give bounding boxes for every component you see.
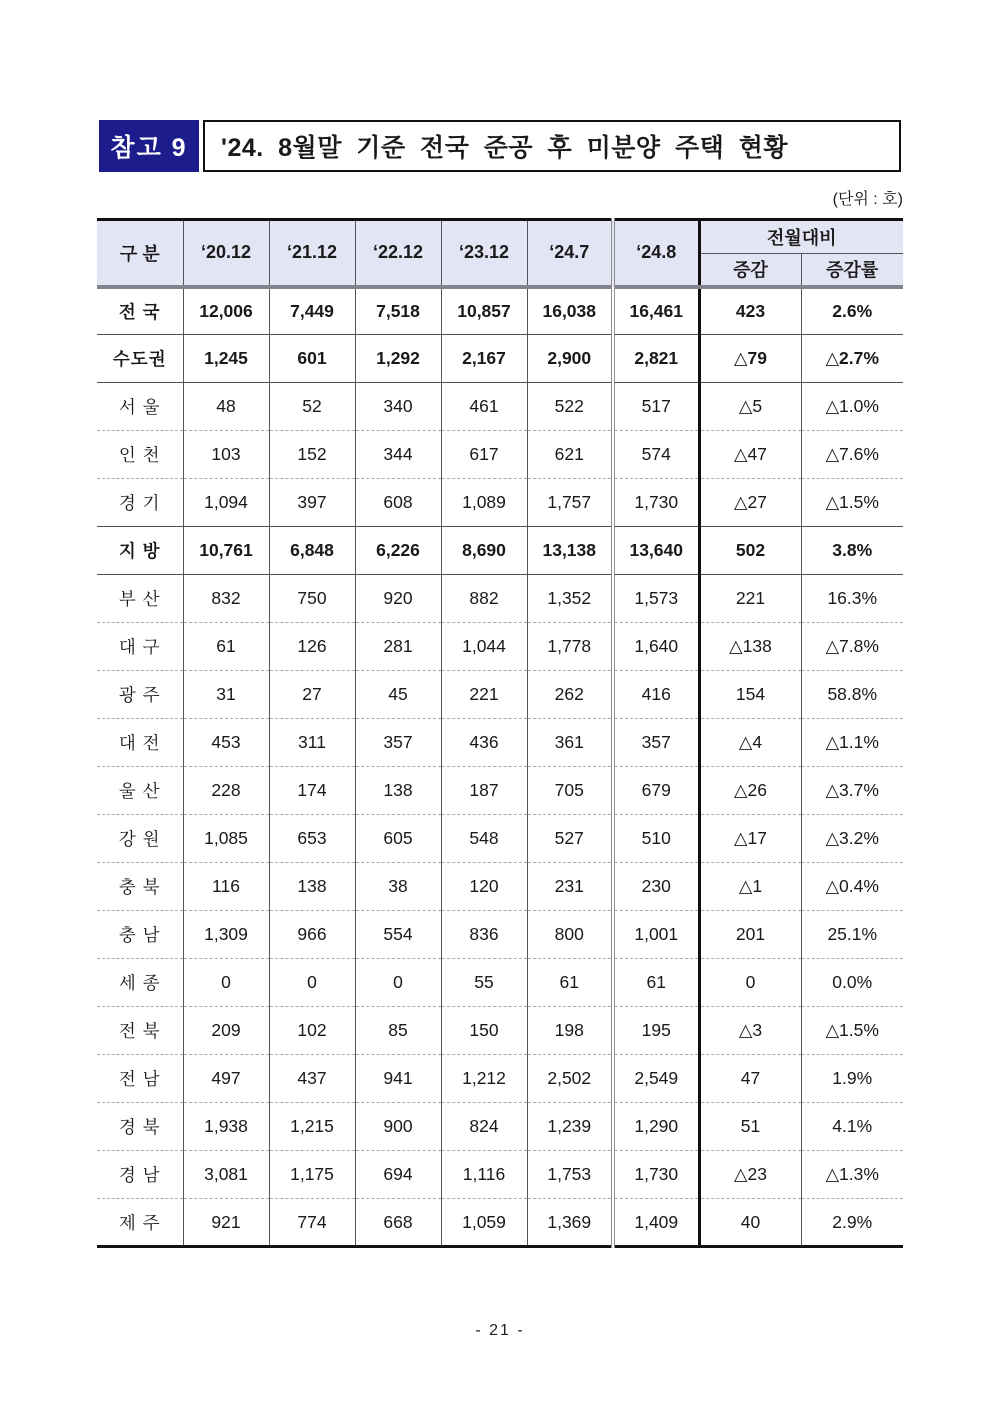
unit-note: (단위 : 호) xyxy=(832,191,903,208)
value-cell: 1,059 xyxy=(441,1199,527,1247)
table-row xyxy=(97,1055,903,1103)
change-rate-cell: 2.9% xyxy=(801,1199,903,1247)
value-cell: 102 xyxy=(269,1007,355,1055)
value-cell: 608 xyxy=(355,479,441,527)
value-cell: 921 xyxy=(183,1199,269,1247)
value-cell: 61 xyxy=(183,623,269,671)
value-cell: 174 xyxy=(269,767,355,815)
value-cell: 13,640 xyxy=(613,527,699,575)
change-rate-cell: 3.8% xyxy=(801,527,903,575)
region-label-cell: 부 산 xyxy=(97,575,183,623)
table-row xyxy=(97,719,903,767)
value-cell: 31 xyxy=(183,671,269,719)
value-cell: 16,461 xyxy=(613,287,699,335)
value-cell: 361 xyxy=(527,719,613,767)
value-cell: 1,085 xyxy=(183,815,269,863)
change-cell: 0 xyxy=(699,959,801,1007)
change-cell: △138 xyxy=(699,623,801,671)
value-cell: 7,518 xyxy=(355,287,441,335)
value-cell: 1,239 xyxy=(527,1103,613,1151)
value-cell: 1,778 xyxy=(527,623,613,671)
value-cell: 1,730 xyxy=(613,1151,699,1199)
value-cell: 187 xyxy=(441,767,527,815)
region-label-cell: 인 천 xyxy=(97,431,183,479)
change-cell: △27 xyxy=(699,479,801,527)
value-cell: 1,757 xyxy=(527,479,613,527)
change-cell: △5 xyxy=(699,383,801,431)
value-cell: 116 xyxy=(183,863,269,911)
value-cell: 340 xyxy=(355,383,441,431)
change-rate-cell: △7.6% xyxy=(801,431,903,479)
value-cell: 2,900 xyxy=(527,335,613,383)
col-header-2212: ‘22.12 xyxy=(355,220,441,287)
value-cell: 1,938 xyxy=(183,1103,269,1151)
value-cell: 694 xyxy=(355,1151,441,1199)
change-rate-cell: 4.1% xyxy=(801,1103,903,1151)
value-cell: 12,006 xyxy=(183,287,269,335)
value-cell: 882 xyxy=(441,575,527,623)
value-cell: 103 xyxy=(183,431,269,479)
value-cell: 1,245 xyxy=(183,335,269,383)
value-cell: 344 xyxy=(355,431,441,479)
page-number: - 21 - xyxy=(475,1322,525,1339)
value-cell: 16,038 xyxy=(527,287,613,335)
table-row xyxy=(97,1151,903,1199)
col-header-change: 증감 xyxy=(699,254,801,287)
value-cell: 126 xyxy=(269,623,355,671)
table-row xyxy=(97,431,903,479)
value-cell: 510 xyxy=(613,815,699,863)
value-cell: 138 xyxy=(269,863,355,911)
value-cell: 2,549 xyxy=(613,1055,699,1103)
region-label-cell: 서 울 xyxy=(97,383,183,431)
change-cell: 51 xyxy=(699,1103,801,1151)
change-rate-cell: △3.2% xyxy=(801,815,903,863)
change-rate-cell: △1.0% xyxy=(801,383,903,431)
value-cell: 437 xyxy=(269,1055,355,1103)
value-cell: 750 xyxy=(269,575,355,623)
table-row xyxy=(97,1007,903,1055)
value-cell: 357 xyxy=(355,719,441,767)
value-cell: 2,502 xyxy=(527,1055,613,1103)
value-cell: 1,175 xyxy=(269,1151,355,1199)
table-row xyxy=(97,959,903,1007)
value-cell: 1,044 xyxy=(441,623,527,671)
value-cell: 1,573 xyxy=(613,575,699,623)
value-cell: 617 xyxy=(441,431,527,479)
value-cell: 1,369 xyxy=(527,1199,613,1247)
value-cell: 900 xyxy=(355,1103,441,1151)
change-rate-cell: 0.0% xyxy=(801,959,903,1007)
value-cell: 0 xyxy=(269,959,355,1007)
table-row xyxy=(97,671,903,719)
value-cell: 1,290 xyxy=(613,1103,699,1151)
region-label-cell: 세 종 xyxy=(97,959,183,1007)
region-label-cell: 제 주 xyxy=(97,1199,183,1247)
value-cell: 55 xyxy=(441,959,527,1007)
value-cell: 621 xyxy=(527,431,613,479)
table-body xyxy=(97,287,903,1247)
change-cell: 40 xyxy=(699,1199,801,1247)
value-cell: 941 xyxy=(355,1055,441,1103)
value-cell: 800 xyxy=(527,911,613,959)
value-cell: 832 xyxy=(183,575,269,623)
change-rate-cell: △7.8% xyxy=(801,623,903,671)
table-row xyxy=(97,335,903,383)
value-cell: 85 xyxy=(355,1007,441,1055)
value-cell: 228 xyxy=(183,767,269,815)
value-cell: 436 xyxy=(441,719,527,767)
value-cell: 6,848 xyxy=(269,527,355,575)
col-header-2112: ‘21.12 xyxy=(269,220,355,287)
value-cell: 397 xyxy=(269,479,355,527)
change-cell: △17 xyxy=(699,815,801,863)
region-label-cell: 광 주 xyxy=(97,671,183,719)
table-row xyxy=(97,623,903,671)
value-cell: 1,212 xyxy=(441,1055,527,1103)
value-cell: 668 xyxy=(355,1199,441,1247)
col-header-2312: ‘23.12 xyxy=(441,220,527,287)
region-label-cell: 경 기 xyxy=(97,479,183,527)
col-header-247: ‘24.7 xyxy=(527,220,613,287)
region-label-cell: 울 산 xyxy=(97,767,183,815)
region-label-cell: 전 북 xyxy=(97,1007,183,1055)
change-cell: 221 xyxy=(699,575,801,623)
change-rate-cell: △1.1% xyxy=(801,719,903,767)
value-cell: 1,116 xyxy=(441,1151,527,1199)
value-cell: 231 xyxy=(527,863,613,911)
value-cell: 27 xyxy=(269,671,355,719)
value-cell: 497 xyxy=(183,1055,269,1103)
page-title: '24. 8월말 기준 전국 준공 후 미분양 주택 현황 xyxy=(203,120,901,172)
value-cell: 6,226 xyxy=(355,527,441,575)
value-cell: 774 xyxy=(269,1199,355,1247)
table-row xyxy=(97,479,903,527)
change-cell: 154 xyxy=(699,671,801,719)
value-cell: 605 xyxy=(355,815,441,863)
value-cell: 357 xyxy=(613,719,699,767)
region-label-cell: 강 원 xyxy=(97,815,183,863)
value-cell: 0 xyxy=(183,959,269,1007)
value-cell: 13,138 xyxy=(527,527,613,575)
value-cell: 1,753 xyxy=(527,1151,613,1199)
table-row xyxy=(97,527,903,575)
value-cell: 52 xyxy=(269,383,355,431)
region-label-cell: 충 남 xyxy=(97,911,183,959)
change-cell: △79 xyxy=(699,335,801,383)
value-cell: 679 xyxy=(613,767,699,815)
col-header-248: ‘24.8 xyxy=(613,220,699,287)
value-cell: 1,409 xyxy=(613,1199,699,1247)
value-cell: 3,081 xyxy=(183,1151,269,1199)
change-rate-cell: 25.1% xyxy=(801,911,903,959)
value-cell: 1,309 xyxy=(183,911,269,959)
change-rate-cell: 1.9% xyxy=(801,1055,903,1103)
value-cell: 1,352 xyxy=(527,575,613,623)
value-cell: 1,292 xyxy=(355,335,441,383)
table-row xyxy=(97,575,903,623)
table-row xyxy=(97,287,903,335)
value-cell: 281 xyxy=(355,623,441,671)
change-cell: 502 xyxy=(699,527,801,575)
change-cell: 423 xyxy=(699,287,801,335)
table-row xyxy=(97,383,903,431)
region-label-cell: 대 전 xyxy=(97,719,183,767)
value-cell: 150 xyxy=(441,1007,527,1055)
value-cell: 601 xyxy=(269,335,355,383)
change-cell: △1 xyxy=(699,863,801,911)
change-rate-cell: △0.4% xyxy=(801,863,903,911)
value-cell: 1,001 xyxy=(613,911,699,959)
table-row xyxy=(97,1103,903,1151)
value-cell: 120 xyxy=(441,863,527,911)
value-cell: 1,094 xyxy=(183,479,269,527)
region-label-cell: 경 남 xyxy=(97,1151,183,1199)
region-label-cell: 전 남 xyxy=(97,1055,183,1103)
region-label-cell: 지 방 xyxy=(97,527,183,575)
value-cell: 61 xyxy=(613,959,699,1007)
change-rate-cell: 16.3% xyxy=(801,575,903,623)
value-cell: 209 xyxy=(183,1007,269,1055)
unsold-housing-table xyxy=(97,218,903,1248)
value-cell: 138 xyxy=(355,767,441,815)
value-cell: 1,730 xyxy=(613,479,699,527)
value-cell: 38 xyxy=(355,863,441,911)
table-row xyxy=(97,767,903,815)
change-rate-cell: 58.8% xyxy=(801,671,903,719)
page-header xyxy=(99,120,901,172)
value-cell: 453 xyxy=(183,719,269,767)
table-row xyxy=(97,1199,903,1247)
header-row-1 xyxy=(97,220,903,254)
value-cell: 548 xyxy=(441,815,527,863)
change-cell: △4 xyxy=(699,719,801,767)
value-cell: 198 xyxy=(527,1007,613,1055)
change-rate-cell: △2.7% xyxy=(801,335,903,383)
value-cell: 554 xyxy=(355,911,441,959)
col-header-region: 구 분 xyxy=(97,220,183,287)
reference-badge: 참고 9 xyxy=(99,120,199,172)
value-cell: 2,167 xyxy=(441,335,527,383)
change-cell: △23 xyxy=(699,1151,801,1199)
value-cell: 966 xyxy=(269,911,355,959)
value-cell: 574 xyxy=(613,431,699,479)
value-cell: 7,449 xyxy=(269,287,355,335)
table-row xyxy=(97,863,903,911)
value-cell: 517 xyxy=(613,383,699,431)
table-row xyxy=(97,911,903,959)
change-cell: △47 xyxy=(699,431,801,479)
value-cell: 1,089 xyxy=(441,479,527,527)
value-cell: 920 xyxy=(355,575,441,623)
table-row xyxy=(97,815,903,863)
region-label-cell: 경 북 xyxy=(97,1103,183,1151)
region-label-cell: 수도권 xyxy=(97,335,183,383)
change-cell: 47 xyxy=(699,1055,801,1103)
value-cell: 152 xyxy=(269,431,355,479)
change-rate-cell: △1.3% xyxy=(801,1151,903,1199)
region-label-cell: 대 구 xyxy=(97,623,183,671)
value-cell: 48 xyxy=(183,383,269,431)
col-header-change-rate: 증감률 xyxy=(801,254,903,287)
value-cell: 10,761 xyxy=(183,527,269,575)
table-header xyxy=(97,220,903,287)
value-cell: 2,821 xyxy=(613,335,699,383)
change-rate-cell: △3.7% xyxy=(801,767,903,815)
col-header-2012: ‘20.12 xyxy=(183,220,269,287)
value-cell: 221 xyxy=(441,671,527,719)
region-label-cell: 충 북 xyxy=(97,863,183,911)
value-cell: 461 xyxy=(441,383,527,431)
value-cell: 1,215 xyxy=(269,1103,355,1151)
change-cell: △26 xyxy=(699,767,801,815)
change-rate-cell: 2.6% xyxy=(801,287,903,335)
value-cell: 311 xyxy=(269,719,355,767)
change-rate-cell: △1.5% xyxy=(801,479,903,527)
value-cell: 824 xyxy=(441,1103,527,1151)
value-cell: 262 xyxy=(527,671,613,719)
value-cell: 522 xyxy=(527,383,613,431)
value-cell: 527 xyxy=(527,815,613,863)
value-cell: 1,640 xyxy=(613,623,699,671)
value-cell: 230 xyxy=(613,863,699,911)
value-cell: 836 xyxy=(441,911,527,959)
value-cell: 10,857 xyxy=(441,287,527,335)
change-rate-cell: △1.5% xyxy=(801,1007,903,1055)
value-cell: 195 xyxy=(613,1007,699,1055)
change-cell: △3 xyxy=(699,1007,801,1055)
value-cell: 705 xyxy=(527,767,613,815)
change-cell: 201 xyxy=(699,911,801,959)
value-cell: 8,690 xyxy=(441,527,527,575)
value-cell: 61 xyxy=(527,959,613,1007)
value-cell: 45 xyxy=(355,671,441,719)
value-cell: 653 xyxy=(269,815,355,863)
col-header-month-over-month: 전월대비 xyxy=(699,220,903,254)
value-cell: 0 xyxy=(355,959,441,1007)
value-cell: 416 xyxy=(613,671,699,719)
region-label-cell: 전 국 xyxy=(97,287,183,335)
